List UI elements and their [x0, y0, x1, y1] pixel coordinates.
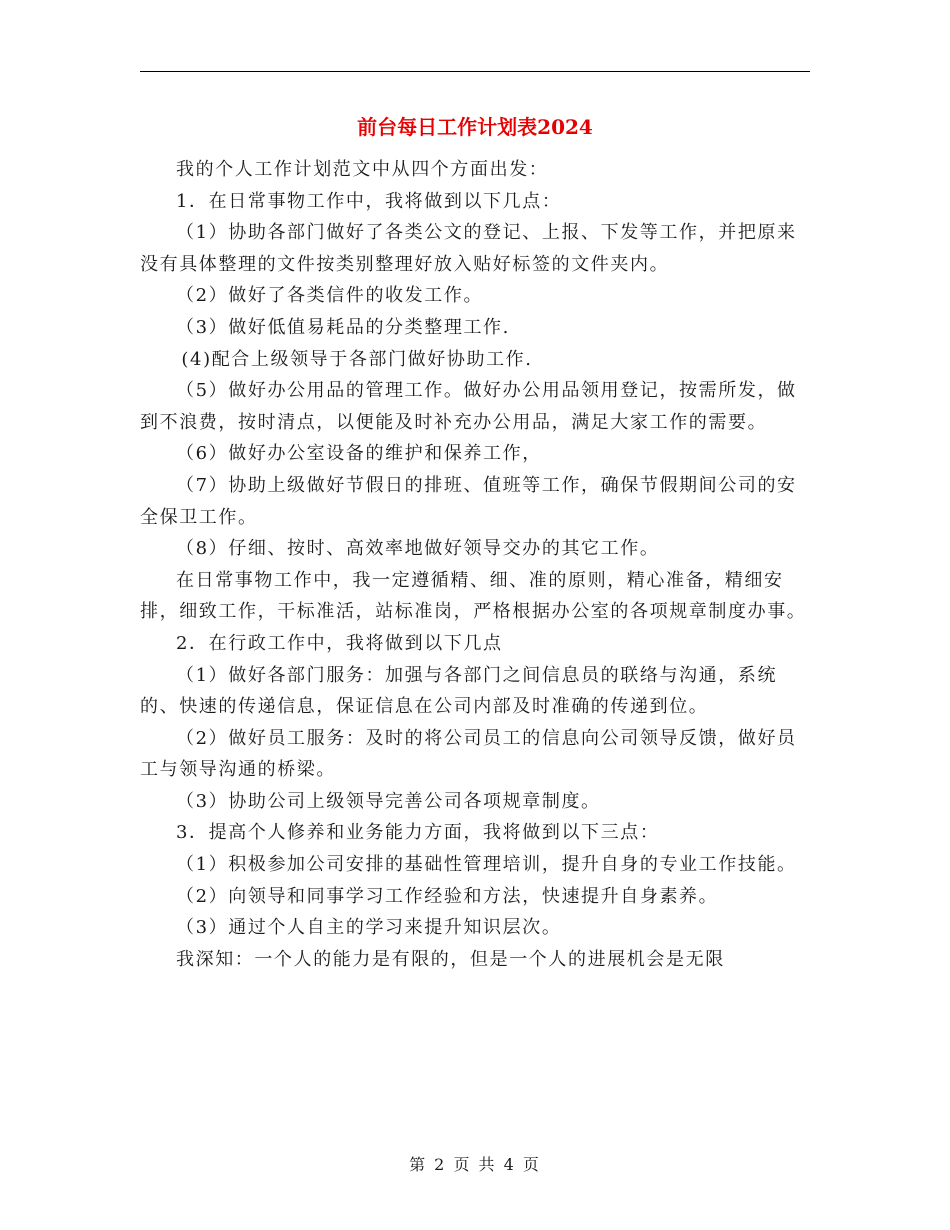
paragraph-item-3-1: （1）积极参加公司安排的基础性管理培训，提升自身的专业工作技能。 — [176, 854, 797, 876]
paragraph-item-3-3: （3）通过个人自主的学习来提升知识层次。 — [176, 917, 562, 939]
paragraph-section-3-heading: 3．提高个人修养和业务能力方面，我将做到以下三点： — [176, 822, 660, 844]
paragraph-section-2-heading: 2．在行政工作中，我将做到以下几点 — [176, 632, 503, 654]
paragraph-intro: 我的个人工作计划范文中从四个方面出发： — [176, 159, 549, 180]
paragraph-item-3-2: （2）向领导和同事学习工作经验和方法，快速提升自身素养。 — [176, 885, 719, 907]
paragraph-item-1-8: （8）仔细、按时、高效率地做好领导交办的其它工作。 — [176, 538, 660, 560]
paragraph-closing: 我深知：一个人的能力是有限的，但是一个人的进展机会是无限 — [176, 948, 725, 970]
paragraph-item-1-1: （1）协助各部门做好了各类公文的登记、上报、下发等工作，并把原来没有具体整理的文件按类别整理好放入贴好标签的文件夹内。 — [140, 222, 797, 275]
paragraph-section-1-heading: 1．在日常事物工作中，我将做到以下几点： — [176, 190, 562, 212]
header-rule — [140, 71, 810, 72]
paragraph-item-2-3: （3）协助公司上级领导完善公司各项规章制度。 — [176, 790, 601, 812]
paragraph-section-1-summary: 在日常事物工作中，我一定遵循精、细、准的原则，精心准备，精细安排，细致工作，干标准活，站标准岗，严格根据办公室的各项规章制度办事。 — [140, 569, 807, 623]
paragraph-item-1-2: （2）做好了各类信件的收发工作。 — [176, 285, 484, 307]
paragraph-item-1-7: （7）协助上级做好节假日的排班、值班等工作，确保节假期间公司的安全保卫工作。 — [140, 474, 797, 528]
paragraph-item-1-3: （3）做好低值易耗品的分类整理工作. — [176, 316, 510, 338]
paragraph-item-1-4: (4)配合上级领导于各部门做好协助工作. — [181, 348, 533, 370]
page-number-footer: 第 2 页 共 4 页 — [409, 1155, 541, 1174]
paragraph-item-2-2: （2）做好员工服务：及时的将公司员工的信息向公司领导反馈，做好员工与领导沟通的桥梁。 — [140, 727, 797, 781]
paragraph-item-2-1: （1）做好各部门服务：加强与各部门之间信息员的联络与沟通，系统的、快速的传递信息，保证信息在公司内部及时准确的传递到位。 — [140, 664, 778, 718]
paragraph-item-1-6: （6）做好办公室设备的维护和保养工作， — [176, 443, 542, 465]
document-title: 前台每日工作计划表2024 — [357, 115, 593, 139]
document-body — [140, 154, 810, 975]
paragraph-item-1-5: （5）做好办公用品的管理工作。做好办公用品领用登记，按需所发，做到不浪费，按时清点，以便能及时补充办公用品，满足大家工作的需要。 — [140, 380, 797, 433]
